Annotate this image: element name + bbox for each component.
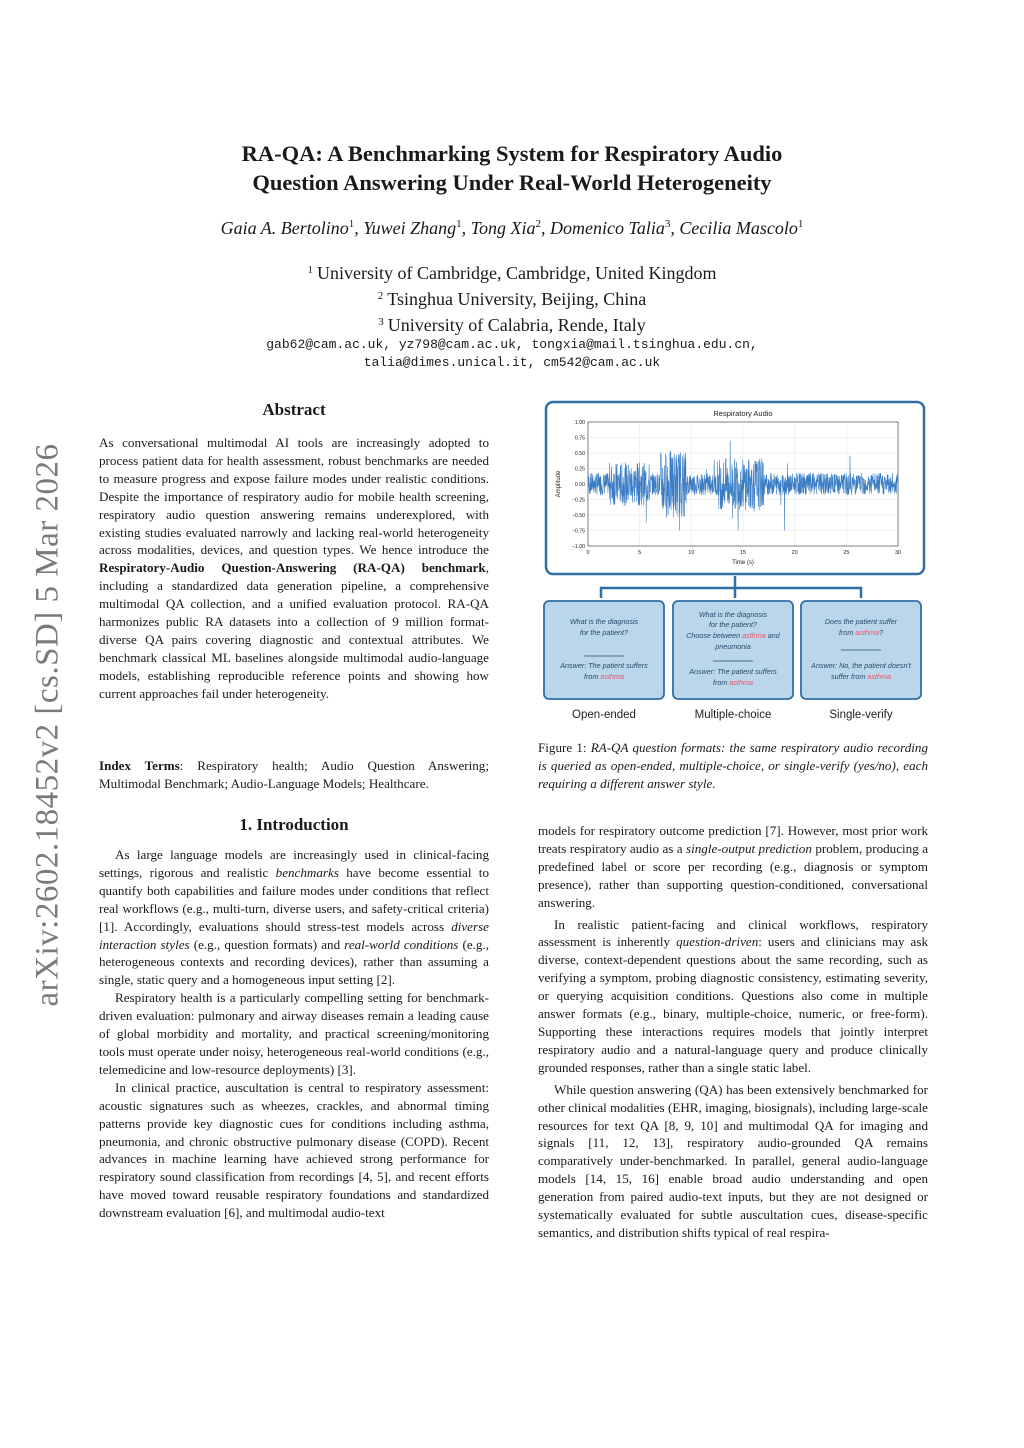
svg-text:Answer: No, the patient doesn': Answer: No, the patient doesn't [811, 661, 911, 670]
connector-lines [601, 576, 861, 598]
x-tick-label: 15 [739, 550, 747, 556]
x-tick-label: 30 [894, 550, 902, 556]
right-paragraph-1: models for respiratory outcome prediction [7]. However, most prior work treats respiratory audio as a single-output prediction problem, producing a predefined label or score per recording (e.g., diagnosis or symptom presence), rather than supporting question-conditioned, conversational answering. [538, 823, 929, 910]
svg-text:from asthma: from asthma [713, 678, 753, 687]
chart-y-label: Amplitude [556, 470, 562, 498]
x-tick-label: 0 [586, 550, 590, 556]
intro-paragraph-1: As large language models are increasingly used in clinical-facing settings, rigorous and realistic benchmarks have become essential to quantify both capabilities and failure modes under conditions that reflect real workflows (e.g., multi-turn, diverse users, and safety-critical criteria) [1]. Accordingly, evaluations should stress-test models across diverse interaction styles (e.g., question formats) and real-world conditions (e.g., heterogeneous contexts and recording devices), rather than assuming a single, static query and a homogeneous input setting [2]. [99, 847, 490, 988]
svg-text:Choose between asthma and: Choose between asthma and [686, 631, 780, 640]
x-tick-label: 10 [688, 550, 695, 556]
author-emails [100, 336, 924, 372]
intro-body [99, 846, 489, 1222]
author: Cecilia Mascolo$^1$ [679, 218, 804, 238]
label-open-ended: Open-ended [572, 709, 636, 721]
label-single-verify: Single-verify [829, 709, 893, 721]
paper-title [120, 139, 904, 197]
author: Domenico Talia$^3$, [550, 218, 680, 238]
email-line-2: talia@dimes.unical.it, cm542@cam.ac.uk [363, 355, 661, 370]
y-tick-label: 0.25 [574, 466, 585, 473]
index-terms: Index Terms: Respiratory health; Audio Question Answering; Multimodal Benchmark; Audio-Language Models; Healthcare. [99, 758, 489, 791]
y-tick-label: 0.00 [574, 482, 585, 488]
author: Gaia A. Bertolino$^1$, [220, 218, 364, 238]
abstract-heading: Abstract [262, 400, 326, 419]
y-tick-label: −0.75 [571, 528, 585, 535]
svg-text:What is the diagnosis: What is the diagnosis [698, 610, 768, 619]
y-tick-label: 1.00 [574, 420, 585, 426]
author: Yuwei Zhang$^1$, [363, 218, 471, 238]
intro-paragraph-3: In clinical practice, auscultation is central to respiratory assessment: acoustic signatures such as wheezes, crackles, and abnormal timing patterns provide key diagnostic cues for conditions including asthma, pneumonia, and chronic obstructive pulmonary disease (COPD). Recent advances in machine learning have achieved strong performance for respiratory sound classification from recordings [4, 5], and recent efforts have moved toward reusable respiratory foundations and standardized downstream evaluation [6], and multimodal audio-text [99, 1079, 489, 1221]
right-column-body [538, 822, 928, 1242]
author-list [100, 218, 924, 239]
affiliation: $^3$ University of Calabria, Rende, Italy [378, 315, 646, 335]
email-line-1: gab62@cam.ac.uk, yz798@cam.ac.uk, tongxia@mail.tsinghua.edu.cn, [266, 337, 758, 352]
svg-text:Does the patient suffer: Does the patient suffer [824, 617, 898, 626]
title-line-2: Question Answering Under Real-World Heterogeneity [252, 170, 772, 195]
arxiv-id: arXiv:2602.18452v2 [cs.SD] 5 Mar 2026 [29, 443, 66, 1007]
y-tick-label: −1.00 [571, 544, 585, 550]
card-multiple-choice [673, 601, 793, 699]
x-tick-label: 25 [843, 550, 850, 556]
right-paragraph-2: In realistic patient-facing and clinical workflows, respiratory assessment is inherently question-driven: users and clinicians may ask diverse, context-dependent questions about the same recording, such as verifying a symptom, probing diagnostic consistency, estimating severity, or querying acquisition conditions. Questions also come in multiple answer formats (e.g., binary, multiple-choice, numeric, or free-form). Supporting these interactions requires models that jointly interpret respiratory audio and a natural-language query and produce clinically grounded responses, rather than a single static label. [538, 916, 928, 1075]
svg-text:from asthma?: from asthma? [839, 628, 883, 637]
right-paragraph-3: While question answering (QA) has been extensively benchmarked for other clinical modalities (EHR, imaging, biosignals), including large-scale resources for text QA [8, 9, 10] and multimodal QA for imaging and signals [11, 12, 13], respiratory audio-grounded QA remains comparatively under-benchmarked. In parallel, general audio-language models [14, 15, 16] enable broad audio understanding and open generation from paired audio-text inputs, but they are not designed or systematically evaluated for subtle auscultation cues, disease-specific semantics, and distribution shifts typical of real respira- [538, 1081, 928, 1240]
svg-text:What is the diagnosis: What is the diagnosis [569, 617, 639, 626]
y-tick-label: 0.75 [574, 435, 585, 442]
affiliation: $^1$ University of Cambridge, Cambridge, United Kingdom [307, 263, 717, 283]
author: Tong Xia$^2$, [470, 218, 551, 238]
intro-paragraph-2: Respiratory health is a particularly compelling setting for benchmark-driven evaluation: pulmonary and airway diseases remain a leading cause of global morbidity and mortality, and practical screening/monitoring tools must operate under noisy, heterogeneous real-world conditions (e.g., telemedicine and low-resource deployments) [3]. [99, 990, 489, 1077]
arxiv-sidebar [18, 430, 78, 1020]
svg-text:from asthma: from asthma [584, 672, 624, 681]
figure-caption: Figure 1: RA-QA question formats: the same respiratory audio recording is queried as open-ended, multiple-choice, or single-verify (yes/no), each requiring a different answer style. [538, 740, 928, 791]
chart-title: Respiratory Audio [713, 409, 773, 418]
svg-text:for the patient?: for the patient? [580, 628, 628, 637]
svg-text:pneumonia: pneumonia [715, 642, 751, 651]
x-tick-label: 20 [791, 550, 798, 556]
y-tick-label: −0.50 [571, 513, 585, 519]
figure-1-svg [538, 398, 928, 728]
svg-text:suffer from asthma: suffer from asthma [831, 672, 891, 681]
x-tick-label: 5 [638, 550, 642, 556]
intro-heading: 1. Introduction [239, 815, 349, 834]
chart-x-label: Time (s) [732, 560, 754, 566]
label-multiple-choice: Multiple-choice [694, 709, 772, 721]
y-tick-label: 0.50 [574, 451, 585, 457]
title-line-1: RA-QA: A Benchmarking System for Respiratory Audio [241, 141, 783, 166]
svg-text:Answer: The patient suffers: Answer: The patient suffers [689, 667, 777, 676]
card-single-verify [801, 601, 921, 699]
svg-text:Answer: The patient suffers: Answer: The patient suffers [560, 661, 648, 670]
affiliation: $^2$ Tsinghua University, Beijing, China [377, 289, 647, 309]
svg-text:for the patient?: for the patient? [709, 620, 757, 629]
card-open-ended [544, 601, 664, 699]
figure-1 [538, 398, 928, 728]
affiliations [100, 259, 924, 337]
y-tick-label: −0.25 [571, 497, 585, 504]
abstract-body: As conversational multimodal AI tools are increasingly adopted to process patient data for health assessment, robust benchmarks are needed to measure progress and expose failure modes under realistic conditions. Despite the importance of respiratory audio for mobile health screening, respiratory audio question answering remains underexplored, with existing studies evaluated narrowly and lacking real-world heterogeneity across modalities, devices, and question types. We hence introduce the Respiratory-Audio Question-Answering (RA-QA) benchmark, including a standardized data generation pipeline, a comprehensive multimodal QA collection, and a unified evaluation protocol. RA-QA harmonizes public RA datasets into a collection of 9 million format-diverse QA pairs covering diagnostic and contextual attributes. We benchmark classical ML baselines alongside multimodal audio-language models, establishing reproducible reference points and showing how current approaches fail under heterogeneity. [99, 435, 489, 701]
